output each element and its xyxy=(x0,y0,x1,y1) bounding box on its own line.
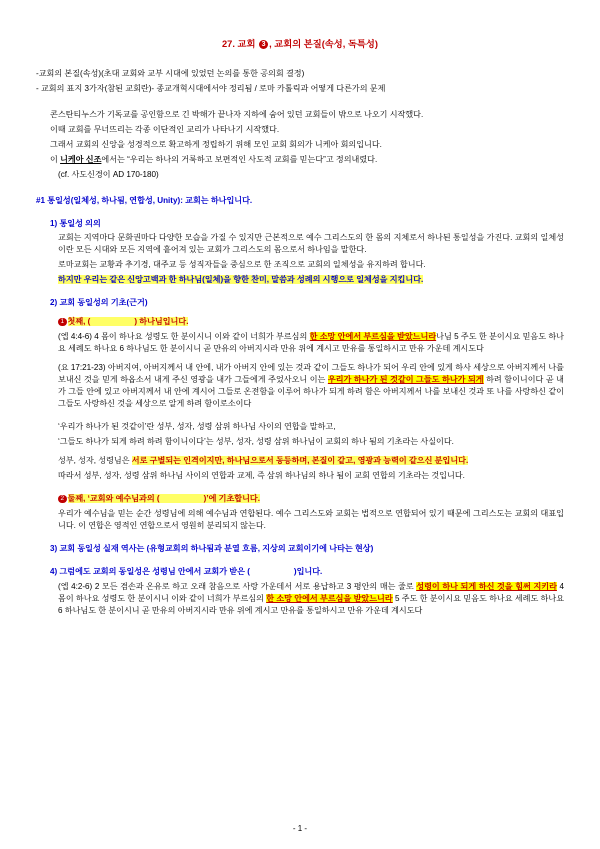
page-title xyxy=(36,38,564,52)
section1-sub2-first-text: 첫째, ( ) 하나님입니다. xyxy=(67,317,189,327)
intro-line-1: -교회의 본질(속성)(초대 교회와 교부 시대에 있었던 논의를 통한 공의회 결정) xyxy=(36,68,305,78)
section1-sub3-heading: 3) 교회 동일성 실재 역사는 (유형교회의 하나됨과 분열 흐름, 지상의 교회이기에 나타는 현상) xyxy=(50,543,374,553)
quote-ephesians-4-4-6 xyxy=(58,331,564,355)
explain-line-1: ‘우리가 하나가 된 것같이’란 성부, 성자, 성령 삼위 하나님 사이의 연합을 말하고, xyxy=(58,422,336,432)
quote-eph-highlight: 한 소망 안에서 부르심을 받았느니라 xyxy=(309,332,437,342)
nicea-pre: 이 xyxy=(50,154,61,164)
section1-sub2-heading: 2) 교회 동일성의 기초(근거) xyxy=(50,298,148,308)
section1-sub1-body-1: 교회는 지역마다 문화권마다 다양한 모습을 가질 수 있지만 근본적으로 예수 그리스도의 한 몸의 지체로서 하나된 통일성을 가진다. 교회의 일체성이란 모든 시대와 모든 지역에 흩어져 있는 교회가 그리스도의 몸으로서 하나임을 말한다. xyxy=(58,233,564,255)
explain-line-2: ‘그들도 하나가 되게 하려 하려 함이니이다’는 성부, 성자, 성령 삼위 하나님이 교회의 하나 됨의 기초라는 사실이다. xyxy=(58,437,454,447)
para1-line-2: 이때 교회를 무너뜨리는 각종 이단적인 교리가 나타나기 시작했다. xyxy=(50,124,280,134)
quote-eph2-highlight-1: 성령이 하나 되게 하신 것을 힘써 지키라 xyxy=(416,581,557,591)
section1-sub4-heading-post: )입니다. xyxy=(293,566,323,576)
explain-line-4: 따라서 성부, 성자, 성령 삼위 하나님 사이의 연합과 교제, 즉 삼위 하나님의 하나 됨이 교회 연합의 기초라는 것입니다. xyxy=(58,471,465,480)
section1-sub2-second-body: 우리가 예수님을 믿는 순간 성령님에 의해 예수님과 연합된다. 예수 그리스도와 교회는 법적으로 연합되어 있기 때문에 그리스도는 교회의 대표입니다. 이 연합은 영적인 연합으로서 영원히 분리되지 않는다. xyxy=(58,508,564,530)
nicea-reference: (cf. 사도신경이 AD 170-180) xyxy=(58,169,159,179)
title-suffix: , 교회의 본질(속성, 독특성) xyxy=(269,39,378,49)
section1-sub2-second-text: 둘째, ‘교회와 예수님과의 ( )’에 기초합니다. xyxy=(67,493,260,503)
para1-line-1: 콘스탄티누스가 기독교를 공인함으로 긴 박해가 끝나자 지하에 숨어 있던 교회들이 밖으로 나오기 시작했다. xyxy=(50,109,424,119)
circled-number-1-icon: 1 xyxy=(58,318,67,327)
section1-sub1-heading: 1) 통일성 의의 xyxy=(50,218,101,228)
section1-sub4-heading xyxy=(50,566,564,578)
section1-sub4-heading-pre: 4) 그럼에도 교회의 동일성은 성령님 안에서 교회가 받은 ( xyxy=(50,566,250,576)
section1-sub1-body-2: 로마교회는 교황과 추기경, 대주교 등 성직자들을 중심으로 한 조직으로 교회의 일체성을 유지하려 합니다. xyxy=(58,260,426,270)
explain-line-3 xyxy=(58,455,564,467)
explain-line-3-highlight: 서로 구별되는 인격이지만, 하나님으로서 동등하며, 본질이 같고, 영광과 능력이 같으신 분입니다. xyxy=(131,456,469,466)
quote-john-text: (요 17:21-23) 아버지여, 아버지께서 내 안에, 내가 아버지 안에 있는 것과 같이 그들도 하나가 되어 우리 안에 있게 하사 세상으로 아버지께서 나를 보내신 것을 믿게 하옵소서 내게 주신 영광을 내가 그들에게 주었사오니 이는 우리가 하나가 된 것같이 그들도 하나가 되게 하려 함이니이다 곧 내가 그들 안에 있고 아버지께서 내 안에 계시어 그들로 온전함을 이루어 하나가 되게 하려 함은 아버지께서 나를 보내신 것과 또 나를 사랑하신 같이 그들도 사랑하신 것을 세상으로 알게 하려 함이로소이다 xyxy=(58,363,564,409)
quote-john-17-21-23 xyxy=(58,362,564,410)
section1-heading: #1 통일성(일체성, 하나됨, 연합성, Unity): 교회는 하나입니다. xyxy=(36,195,253,205)
intro-line-2: - 교회의 표지 3가자(참된 교회란)- 종교개혁시대에서야 정리됨 / 로마 카톨릭과 어떻게 다른가의 문제 xyxy=(36,83,386,93)
quote-eph2-highlight-2: 한 소망 안에서 부르심을 받았느니라 xyxy=(266,593,393,603)
nicea-line xyxy=(50,154,564,166)
quote-eph2-text: (엡 4:2-6) 2 모든 겸손과 온유로 하고 오래 참음으로 사랑 가운데서 서로 용납하고 3 평안의 매는 줄로 성령이 하나 되게 하신 것을 힘써 지키라 4 몸이 하나요 성령도 한 분이시니 이와 같이 너희가 부르심의 한 소망 안에서 부르심을 받았느니라 5 주도 한 분이시요 믿음도 하나요 세례도 하나요 6 하나님도 한 분이시니 곧 만유의 아버지시라 만유 위에 계시고 만유를 통일하시고 만유 가운데 계시도다 xyxy=(58,581,565,615)
section1-sub1-body-3-text: 하지만 우리는 같은 신앙고백과 한 하나님(일체)을 향한 찬미, 말씀과 성례의 시행으로 일체성을 지킵니다. xyxy=(58,275,424,285)
circled-number-2-icon: 2 xyxy=(58,495,67,504)
page-number: - 1 - xyxy=(292,824,308,834)
quote-john-highlight: 우리가 하나가 된 것같이 그들도 하나가 되게 xyxy=(327,375,484,385)
nicea-mid: 에서는 “우리는 하나의 거룩하고 보편적인 사도적 교회를 믿는다”고 정의내렸다. xyxy=(101,154,378,164)
title-prefix: 27. 교회 xyxy=(222,39,259,49)
section1-sub1-body-3 xyxy=(58,274,564,286)
quote-ephesians-4-2-6 xyxy=(58,581,564,617)
para1-line-3: 그래서 교회의 신앙을 성경적으로 확고하게 정립하기 위해 모인 교회 회의가 니케아 회의입니다. xyxy=(50,139,382,149)
explain-line-3-pre: 성부, 성자, 성령님은 xyxy=(58,456,132,466)
quote-eph-text: (엡 4:4-6) 4 몸이 하나요 성령도 한 분이시니 이와 같이 너희가 부르심의 한 소망 안에서 부르심을 받았느니라나님 5 주도 한 분이시요 믿음도 하나요 세례도 하나요 6 하나님도 한 분이시니 곧 만유의 아버지시라 만유 위에 계시고 만유를 통일하시고 만유 가운데 계시도다 xyxy=(58,332,564,354)
section1-sub2-first-heading xyxy=(58,316,564,328)
nicea-creed-name: 니케아 신조 xyxy=(60,154,102,164)
title-circled-number: 3 xyxy=(259,40,268,49)
section1-sub2-second-heading xyxy=(58,493,564,505)
